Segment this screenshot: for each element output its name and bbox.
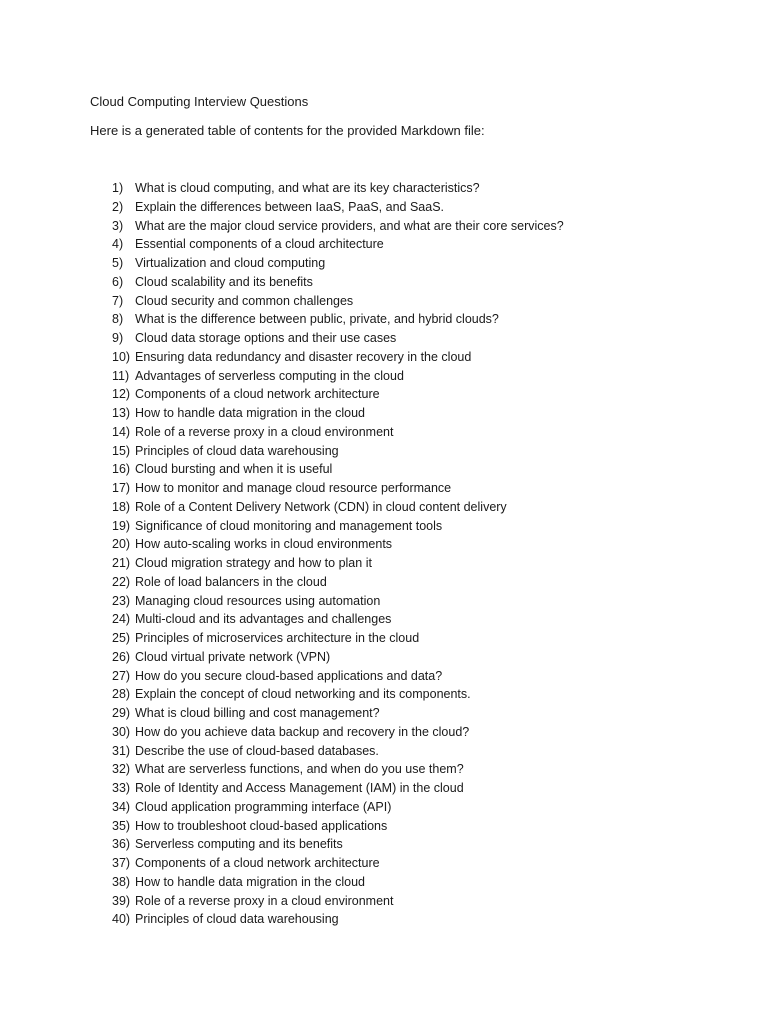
toc-item-text: Multi-cloud and its advantages and challenges	[135, 612, 392, 627]
toc-item-number: 38)	[112, 874, 131, 889]
toc-item-number: 37)	[112, 856, 131, 870]
toc-item-text: Significance of cloud monitoring and management tools	[135, 518, 443, 533]
toc-item-number: 21)	[112, 556, 131, 570]
toc-item-text: Principles of cloud data warehousing	[135, 912, 339, 927]
toc-item-text: Cloud scalability and its benefits	[135, 274, 313, 289]
toc-item-text: Virtualization and cloud computing	[135, 256, 326, 270]
toc-item-text: Role of load balancers in the cloud	[135, 574, 327, 589]
toc-item-number: 22)	[112, 574, 131, 589]
toc-item-text: Role of a reverse proxy in a cloud environment	[135, 424, 394, 439]
toc-item-number: 28)	[112, 687, 131, 702]
toc-item-number: 7)	[112, 293, 124, 308]
toc-item-number: 18)	[112, 499, 131, 514]
toc-item-text: Cloud migration strategy and how to plan it	[135, 556, 372, 570]
toc-item-text: Cloud bursting and when it is useful	[135, 462, 333, 477]
toc-item-number: 13)	[112, 406, 131, 420]
toc-item-text: Role of a reverse proxy in a cloud environment	[135, 893, 394, 908]
toc-item-text: Components of a cloud network architecture	[135, 387, 380, 402]
toc-item-number: 36)	[112, 837, 131, 852]
toc-item-number: 29)	[112, 706, 131, 720]
toc-item-text: What is cloud billing and cost management?	[135, 706, 380, 720]
toc-item-number: 3)	[112, 218, 124, 233]
toc-item-number: 16)	[112, 462, 131, 477]
toc-item-number: 4)	[112, 237, 124, 252]
toc-item-number: 39)	[112, 893, 131, 908]
toc-item-text: Cloud application programming interface (API)	[135, 799, 392, 814]
toc-item-text: How to monitor and manage cloud resource performance	[135, 481, 452, 495]
toc-item-number: 23)	[112, 593, 131, 608]
document-intro: Here is a generated table of contents for the provided Markdown file:	[90, 123, 485, 138]
toc-item-number: 40)	[112, 912, 131, 927]
toc-item-number: 12)	[112, 387, 131, 402]
toc-item-text: Explain the differences between IaaS, PaaS, and SaaS.	[135, 199, 445, 214]
toc-item-text: Explain the concept of cloud networking and its components.	[135, 687, 471, 702]
toc-item-text: How to handle data migration in the cloud	[135, 874, 366, 889]
toc-item-text: Principles of microservices architecture in the cloud	[135, 631, 420, 645]
toc-item-text: Advantages of serverless computing in the cloud	[135, 368, 404, 383]
toc-item-text: Cloud data storage options and their use cases	[135, 331, 397, 345]
toc-item-text: How do you achieve data backup and recovery in the cloud?	[135, 724, 470, 739]
toc-item-text: How do you secure cloud-based applications and data?	[135, 668, 443, 683]
toc-item-number: 9)	[112, 331, 124, 345]
document-title: Cloud Computing Interview Questions	[90, 94, 309, 109]
toc-item-number: 19)	[112, 518, 131, 533]
toc-item-number: 15)	[112, 443, 131, 458]
toc-item-text: Describe the use of cloud-based databases.	[135, 743, 379, 758]
toc-item-text: Components of a cloud network architecture	[135, 856, 380, 870]
toc-item-text: What is cloud computing, and what are its key characteristics?	[135, 181, 480, 195]
toc-item-number: 11)	[112, 368, 130, 383]
toc-item-number: 34)	[112, 799, 131, 814]
toc-item-number: 25)	[112, 631, 131, 645]
toc-item-number: 24)	[112, 612, 131, 627]
toc-item-number: 5)	[112, 256, 124, 270]
toc-item-text: How auto-scaling works in cloud environments	[135, 537, 393, 552]
toc-item-number: 17)	[112, 481, 131, 495]
toc-item-text: Essential components of a cloud architecture	[135, 237, 384, 252]
toc-item-number: 31)	[112, 743, 131, 758]
toc-item-text: Role of Identity and Access Management (IAM) in the cloud	[135, 781, 464, 795]
toc-item-text: What are serverless functions, and when do you use them?	[135, 762, 464, 777]
toc-item-text: How to troubleshoot cloud-based applications	[135, 818, 388, 833]
toc-item-text: Cloud virtual private network (VPN)	[135, 649, 331, 664]
toc-item-number: 35)	[112, 818, 131, 833]
toc-item-text: Serverless computing and its benefits	[135, 837, 343, 852]
toc-item-number: 1)	[112, 181, 124, 195]
toc-item-number: 32)	[112, 762, 131, 777]
toc-item-number: 14)	[112, 424, 131, 439]
toc-item-number: 6)	[112, 274, 124, 289]
toc-item-number: 26)	[112, 649, 131, 664]
toc-item-number: 20)	[112, 537, 131, 552]
toc-item-number: 2)	[112, 199, 124, 214]
toc-item-number: 8)	[112, 312, 124, 327]
toc-item-number: 27)	[112, 668, 131, 683]
toc-item-text: Ensuring data redundancy and disaster recovery in the cloud	[135, 349, 472, 364]
toc-item-text: What are the major cloud service providers, and what are their core services?	[135, 218, 564, 233]
toc-item-text: How to handle data migration in the cloud	[135, 406, 366, 420]
toc-item-text: Managing cloud resources using automation	[135, 593, 381, 608]
toc-item-number: 10)	[112, 349, 131, 364]
toc-item-text: Principles of cloud data warehousing	[135, 443, 339, 458]
toc-item-number: 33)	[112, 781, 131, 795]
toc-item-number: 30)	[112, 724, 131, 739]
toc-item-text: Role of a Content Delivery Network (CDN) in cloud content delivery	[135, 499, 507, 514]
toc-item-text: What is the difference between public, private, and hybrid clouds?	[135, 312, 499, 327]
toc-item-text: Cloud security and common challenges	[135, 293, 354, 308]
